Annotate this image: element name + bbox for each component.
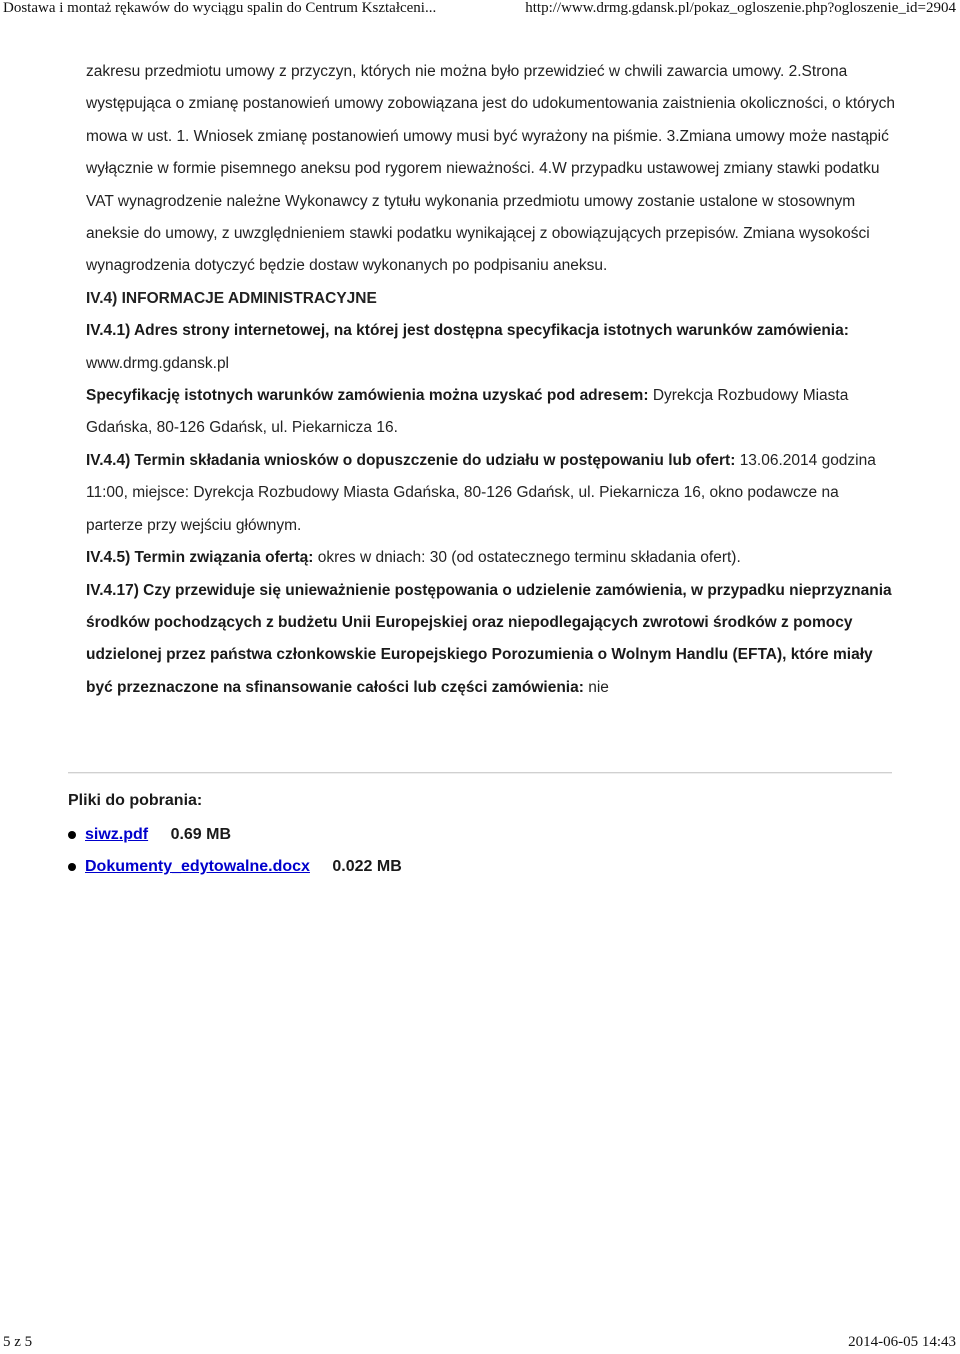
eu-funds-cancellation-label: IV.4.17) Czy przewiduje się unieważnienie postępowania o udzielenie zamówienia, w przypadku nieprzyznania środków pochodzących z budżetu Unii Europejskiej oraz niepodlegających zwrotowi środków z pomocy udzielonej przez państwa członkowskie Europejskiego Porozumienia o Wolnym Handlu (EFTA), które miały być przeznaczone na sfinansowanie całości lub części zamówienia: bbox=[86, 581, 892, 696]
section-divider bbox=[68, 772, 892, 774]
file-size: 0.69 MB bbox=[170, 826, 232, 843]
spec-website-value: www.drmg.gdansk.pl bbox=[86, 354, 230, 372]
spec-address-label: Specyfikację istotnych warunków zamówienia można uzyskać pod adresem: bbox=[86, 387, 649, 405]
eu-funds-cancellation-block bbox=[86, 575, 896, 705]
downloads-list bbox=[68, 819, 888, 883]
bullet-icon bbox=[68, 863, 76, 871]
list-item bbox=[68, 851, 888, 883]
page-counter: 5 z 5 bbox=[3, 1334, 33, 1350]
binding-period-value: okres w dniach: 30 (od ostatecznego terminu składania ofert). bbox=[317, 549, 741, 567]
print-datetime: 2014-06-05 14:43 bbox=[848, 1334, 956, 1350]
binding-period-block bbox=[86, 542, 896, 574]
file-size: 0.022 MB bbox=[332, 858, 402, 875]
print-footer bbox=[0, 1334, 960, 1354]
notice-content bbox=[86, 56, 896, 704]
print-header-url: http://www.drmg.gdansk.pl/pokaz_ogloszenie.php?ogloszenie_id=2904 bbox=[525, 0, 956, 16]
spec-website-label: IV.4.1) Adres strony internetowej, na której jest dostępna specyfikacja istotnych warunków zamówienia: bbox=[86, 322, 849, 340]
binding-period-label: IV.4.5) Termin związania ofertą: bbox=[86, 549, 314, 567]
spec-address-value: Dyrekcja Rozbudowy Miasta Gdańska, 80-126 Gdańsk, ul. Piekarnicza 16. bbox=[86, 387, 849, 437]
submission-deadline-label: IV.4.4) Termin składania wniosków o dopuszczenie do udziału w postępowaniu lub ofert: bbox=[86, 451, 736, 469]
contract-changes-paragraph: zakresu przedmiotu umowy z przyczyn, których nie można było przewidzieć w chwili zawarcia umowy. 2.Strona występująca o zmianę postanowień umowy zobowiązana jest do udokumentowania zaistnienia okoliczności, o których mowa w ust. 1. Wniosek zmianę postanowień umowy musi być wyrażony na piśmie. 3.Zmiana umowy może nastąpić wyłącznie w formie pisemnego aneksu pod rygorem nieważności. 4.W przypadku ustawowej zmiany stawki podatku VAT wynagrodzenie należne Wykonawcy z tytułu wykonania przedmiotu umowy zostanie ustalone w stosownym aneksie do umowy, z uwzględnieniem stawki podatku wynikającej z obowiązujących przepisów. Zmiana wysokości wynagrodzenia dotyczyć będzie dostaw wykonanych po podpisaniu aneksu. bbox=[86, 63, 896, 275]
bullet-icon bbox=[68, 831, 76, 839]
downloads-section bbox=[68, 786, 888, 883]
spec-address-block bbox=[86, 380, 896, 445]
eu-funds-cancellation-value: nie bbox=[588, 678, 609, 696]
print-header bbox=[0, 0, 960, 22]
download-link-siwz-pdf[interactable]: siwz.pdf bbox=[85, 826, 149, 843]
list-item bbox=[68, 819, 888, 851]
spec-website-block bbox=[86, 315, 896, 380]
submission-deadline-value: 13.06.2014 godzina 11:00, miejsce: Dyrekcja Rozbudowy Miasta Gdańska, 80-126 Gdańsk, ul. Piekarnicza 16, okno podawcze na parterze przy wejściu głównym. bbox=[86, 451, 876, 534]
submission-deadline-block bbox=[86, 445, 896, 542]
section-heading-admin-info: IV.4) INFORMACJE ADMINISTRACYJNE bbox=[86, 289, 377, 307]
downloads-title: Pliki do pobrania: bbox=[68, 792, 203, 809]
print-header-title: Dostawa i montaż rękawów do wyciągu spalin do Centrum Kształceni... bbox=[3, 0, 437, 16]
download-link-dokumenty-edytowalne[interactable]: Dokumenty_edytowalne.docx bbox=[85, 858, 310, 875]
